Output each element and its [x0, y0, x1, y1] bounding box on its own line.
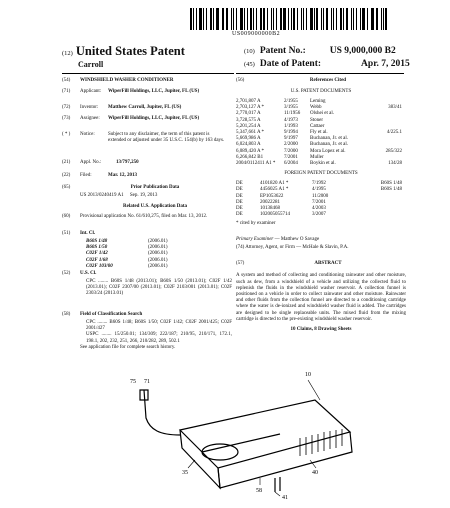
barcode-bar: [203, 8, 204, 30]
barcode-bar: [372, 8, 374, 30]
code-65: (65): [62, 185, 71, 190]
abstract-title: ABSTRACT: [314, 261, 342, 267]
barcode-bar: [316, 8, 318, 30]
barcode-bar: [383, 8, 384, 30]
field-65: [62, 185, 232, 193]
field-search-cpc: CPC ........ B60S 1/48; B60S 1/50; C02F 1/42; C02F 2001/425; C02F 2001/427: [86, 320, 232, 332]
barcode-bar: [216, 8, 219, 30]
appl-no-value: 13/797,250: [116, 160, 139, 165]
field-58: [62, 312, 232, 320]
fig-label-58: 58: [256, 488, 262, 494]
us-doc-cell: Boykin et al.: [310, 161, 336, 167]
int-cl-class: C02F 103/00: [86, 263, 113, 269]
barcode-bar: [193, 8, 194, 30]
us-doc-cell: 2/2000: [284, 142, 298, 148]
patent-date: Apr. 7, 2015: [361, 59, 410, 69]
applicant-label: Applicant:: [80, 89, 102, 94]
code-21: (21): [62, 160, 71, 165]
barcode-bar: [226, 8, 228, 30]
us-doc-cell: Fly et al.: [310, 130, 328, 136]
barcode-bar: [340, 8, 343, 30]
date-label: Date of Patent:: [259, 59, 322, 69]
us-doc-cell: Buchanan, Jr. et al.: [310, 136, 349, 142]
foreign-doc-cell: 7/2001: [312, 199, 326, 205]
int-cl-version: (2006.01): [148, 245, 168, 251]
barcode-bar: [371, 8, 372, 30]
us-doc-cell: 7/2000: [284, 148, 298, 154]
us-doc-cell: 9/1997: [284, 136, 298, 142]
fig-label-71: 71: [144, 379, 150, 385]
int-cl-version: (2006.01): [148, 239, 168, 244]
patent-no-label: Patent No.:: [259, 46, 306, 56]
us-doc-cell: 11/1956: [284, 111, 301, 117]
barcode-bar: [263, 8, 265, 30]
barcode-bar: [381, 8, 382, 30]
barcode-bar: [196, 8, 197, 30]
barcode-bar: [273, 8, 275, 30]
barcode-bar: [271, 8, 272, 30]
barcode-bar: [331, 8, 333, 30]
barcode-bar: [213, 8, 214, 30]
us-doc-cell: 3/1955: [284, 105, 298, 111]
barcode-bar: [351, 8, 352, 30]
document-title: United States Patent: [75, 44, 185, 58]
us-doc-cell: 7/2001: [284, 154, 298, 160]
field-22: [62, 173, 232, 182]
barcode: [190, 8, 390, 30]
us-doc-cell: 5,347,661 A *: [236, 130, 265, 136]
us-doc-cell: 5,201,254 A: [236, 123, 261, 129]
us-doc-cell: Mora Lopez et al.: [310, 148, 346, 154]
barcode-bar: [260, 8, 263, 30]
patent-number: US 9,000,000 B2: [329, 46, 396, 56]
us-doc-cell: 134/28: [388, 161, 402, 167]
barcode-bar: [199, 8, 202, 30]
foreign-docs-list: [236, 181, 406, 218]
barcode-bar: [303, 8, 305, 30]
us-doc-cell: 6/2004: [284, 161, 298, 167]
code-51: (51): [62, 231, 71, 236]
barcode-bar: [231, 8, 232, 30]
claims-summary: 10 Claims, 8 Drawing Sheets: [290, 327, 352, 333]
body-top: [180, 400, 350, 468]
foreign-doc-cell: 20022281: [260, 199, 280, 205]
us-doc-cell: 2,701,807 A: [236, 99, 261, 104]
right-column: [236, 78, 406, 333]
appl-no-label: Appl. No.:: [80, 160, 102, 165]
code-58: (58): [62, 312, 71, 318]
assignee-label: Assignee:: [80, 116, 100, 121]
us-doc-cell: 6,266,842 B1: [236, 154, 264, 160]
barcode-bar: [326, 8, 328, 30]
us-doc-cell: 5,669,986 A: [236, 136, 261, 142]
us-doc-cell: 1/1993: [284, 123, 298, 129]
date-line: [244, 59, 410, 69]
code-52: (52): [62, 271, 71, 277]
barcode-bar: [356, 8, 358, 30]
int-cl-label: Int. Cl.: [80, 231, 96, 236]
barcode-bar: [276, 8, 277, 30]
field-73: [62, 116, 232, 130]
tube: [144, 390, 180, 435]
foreign-doc-cell: EP1053622: [260, 193, 284, 199]
int-cl-version: (2006.01): [148, 257, 168, 263]
code-54: (54): [62, 78, 71, 83]
foreign-doc-cell: 4456025 A1 *: [260, 187, 289, 193]
foreign-doc-cell: 7/1992: [312, 181, 326, 187]
barcode-bar: [247, 8, 248, 30]
inventor-label: Inventor:: [80, 105, 99, 110]
code-72: (72): [62, 105, 71, 110]
barcode-bar: [236, 8, 238, 30]
us-doc-cell: 6,089,420 A *: [236, 148, 265, 154]
divider-right: [236, 73, 404, 74]
us-doc-cell: 3,728,575 A: [236, 117, 261, 123]
examiner-name: — Matthew O Savage: [274, 237, 320, 243]
field-56: [236, 78, 406, 87]
connector: [275, 477, 280, 492]
patent-drawing: [100, 360, 400, 500]
us-doc-cell: 2,703,127 A *: [236, 105, 265, 111]
foreign-doc-cell: DE: [236, 199, 243, 205]
filed-value: Mar. 12, 2013: [108, 173, 137, 178]
int-cl-row: [86, 264, 232, 270]
foreign-doc-cell: B60S 1/48: [380, 181, 402, 187]
code-22: (22): [62, 173, 71, 178]
fig-label-41: 41: [282, 495, 288, 500]
us-doc-cell: Muller: [310, 154, 324, 160]
examiner-label: Primary Examiner: [236, 237, 274, 243]
code-57: (57): [236, 261, 245, 267]
barcode-bar: [310, 8, 313, 30]
foreign-doc-cell: 4/1995: [312, 187, 326, 193]
us-docs-list: [236, 99, 406, 167]
prior-pub-row: US 2013/0240419 A1 Sep. 19, 2013: [80, 193, 158, 198]
barcode-bar: [250, 8, 252, 30]
field-54: [62, 78, 232, 87]
barcode-bar: [297, 8, 298, 30]
us-doc-cell: Buchanan, Jr. et al.: [310, 142, 349, 148]
barcode-bar: [336, 8, 337, 30]
barcode-bar: [223, 8, 224, 30]
field-57: [236, 261, 406, 270]
barcode-bar: [222, 8, 223, 30]
int-cl-class: C02F 1/42: [86, 251, 108, 257]
us-cl-label: U.S. Cl.: [80, 271, 97, 277]
field-search-label: Field of Classification Search: [80, 312, 143, 318]
window-shape: [202, 444, 238, 460]
us-doc-cell: 2/1955: [284, 99, 298, 104]
foreign-doc-cell: 11/2000: [312, 193, 329, 199]
us-cl-value: CPC ........ B60S 1/48 (2013.01); B60S 1/50 (2013.01); C02F 1/42 (2013.01); C02F 2307/00 (2013.01); C02F 2103/001 (2013.01); C02F 2303/24 (2013.01): [86, 279, 232, 297]
filed-label: Filed:: [80, 173, 92, 178]
foreign-doc-cell: 10138468: [260, 206, 280, 212]
barcode-bar: [343, 8, 344, 30]
barcode-bar: [353, 8, 354, 30]
inner-line: [202, 434, 280, 452]
invention-title: WINDSHIELD WASHER CONDITIONER: [80, 78, 174, 83]
int-cl-class: B60S 1/50: [86, 245, 108, 251]
body-front-face: [218, 432, 352, 488]
barcode-bar: [283, 8, 286, 30]
foreign-docs-title: FOREIGN PATENT DOCUMENTS: [284, 171, 358, 177]
barcode-bar: [321, 8, 322, 30]
int-cl-list: [86, 239, 232, 270]
fig-label-40: 40: [312, 470, 318, 476]
fig-label-35: 35: [182, 470, 188, 476]
barcode-bar: [267, 8, 268, 30]
int-cl-version: (2006.01): [148, 263, 168, 269]
prior-pub-title: Prior Publication Data: [130, 185, 180, 190]
provisional-value: Provisional application No. 61/610,275, filed on Mar. 13, 2012.: [80, 214, 208, 219]
inventor-short: Carroll: [78, 60, 104, 69]
barcode-bar: [367, 8, 368, 30]
barcode-bar: [206, 8, 208, 30]
applicant-value: WiperFill Holdings, LLC, Jupiter, FL (US): [108, 89, 200, 94]
int-cl-class: C02F 1/68: [86, 257, 108, 263]
assignee-value: WiperFill Holdings, LLC, Jupiter, FL (US): [108, 116, 200, 121]
barcode-bar: [346, 8, 348, 30]
field-notice: [62, 132, 232, 154]
barcode-bar: [288, 8, 289, 30]
notice-label: Notice:: [80, 132, 95, 137]
us-doc-cell: 383/41: [388, 105, 402, 111]
field-search-note: See application file for complete search history.: [80, 344, 176, 350]
barcode-bar: [210, 8, 212, 30]
barcode-text: US009000000B2: [232, 31, 281, 37]
foreign-doc-cell: 102005055714: [260, 212, 290, 218]
code-56: (56): [236, 78, 245, 83]
barcode-bar: [323, 8, 324, 30]
references-title: References Cited: [309, 78, 347, 83]
barcode-bar: [233, 8, 234, 30]
barcode-bar: [301, 8, 302, 30]
field-search-uspc: USPC ........ 15/250.01; 134/309; 222/187; 210/95, 210/171, 172.1, 198.1, 202, 232, 251, 266, 210/282, 289, 502.1: [86, 332, 232, 344]
foreign-doc-row: [236, 212, 406, 218]
code-60: (60): [62, 214, 71, 219]
us-doc-cell: Olshei et al.: [310, 111, 335, 117]
field-21: [62, 160, 232, 169]
abstract-text: A system and method of collecting and conditioning rainwater and other moisture, such as dew, from a windshield of a vehicle and utilizing the collected fluid to replenish the fluids in the windshield washer reservoir. A collection funnel is positioned on a vehicle in order to collect rainwater and other moisture. Rainwater and other fluids from the collection funnel are directed to a conditioning cartridge where the water is de-ionized and windshield washer fluid is added. The cartridges are designed to be single replaceable units. The mixed fluid from the mixing cartridge is directed to the pre-existing windshield washer reservoir.: [236, 273, 406, 322]
code-10: (10): [244, 48, 255, 55]
barcode-bar: [385, 8, 387, 30]
barcode-bar: [240, 8, 243, 30]
barcode-bar: [244, 8, 245, 30]
foreign-doc-cell: DE: [236, 181, 243, 187]
code-notice: ( * ): [62, 132, 71, 137]
barcode-bar: [376, 8, 378, 30]
barcode-bar: [306, 8, 307, 30]
foreign-doc-cell: 4101820 A1 *: [260, 181, 289, 187]
barcode-bar: [280, 8, 282, 30]
foreign-doc-cell: 3/2007: [312, 212, 326, 218]
us-doc-row: [236, 161, 406, 167]
int-cl-version: (2006.01): [148, 251, 168, 257]
examiner-line: [236, 237, 406, 245]
code-71: (71): [62, 89, 71, 94]
us-doc-cell: Leming: [310, 99, 326, 104]
inventor-value: Matthew Carroll, Jupiter, FL (US): [108, 105, 182, 110]
barcode-bar: [360, 8, 361, 30]
barcode-bar: [291, 8, 292, 30]
cited-by-examiner: * cited by examiner: [236, 221, 276, 227]
notice-value: Subject to any disclaimer, the term of this patent is extended or adjusted under 35 U.S.C. 154(b) by 163 days.: [108, 132, 225, 144]
foreign-doc-cell: 4/2003: [312, 206, 326, 212]
barcode-bar: [190, 8, 192, 30]
left-column: [62, 78, 232, 351]
barcode-bar: [362, 8, 365, 30]
field-60: [62, 214, 232, 227]
field-72: [62, 105, 232, 114]
us-doc-cell: 285/322: [385, 148, 402, 154]
us-doc-cell: Stoner: [310, 117, 324, 123]
patent-number-line: [244, 46, 396, 56]
code-45: (45): [244, 61, 255, 68]
foreign-doc-cell: DE: [236, 206, 243, 212]
barcode-bar: [314, 8, 315, 30]
code-73: (73): [62, 116, 71, 121]
patent-title-header: [62, 44, 185, 59]
foreign-doc-cell: DE: [236, 187, 243, 193]
barcode-bar: [253, 8, 254, 30]
field-71: [62, 89, 232, 103]
foreign-doc-cell: DE: [236, 193, 243, 199]
code-12: (12): [62, 50, 73, 57]
field-52: [62, 271, 232, 279]
us-doc-cell: Cattaer: [310, 123, 325, 129]
us-doc-cell: 6,024,803 A: [236, 142, 261, 148]
barcode-bar: [333, 8, 334, 30]
us-doc-cell: 2,770,017 A: [236, 111, 261, 117]
related-data-title: Related U.S. Application Data: [122, 204, 188, 209]
barcode-bar: [293, 8, 295, 30]
fig-label-75: 75: [130, 379, 136, 385]
us-doc-cell: 4/1973: [284, 117, 298, 123]
barcode-bar: [256, 8, 257, 30]
foreign-doc-cell: [342, 212, 402, 218]
us-docs-title: U.S. PATENT DOCUMENTS: [290, 89, 352, 94]
foreign-doc-cell: B60S 1/48: [380, 187, 402, 193]
us-doc-cell: 2004/0112411 A1 *: [236, 161, 276, 167]
us-doc-cell: 9/1994: [284, 130, 298, 136]
int-cl-class: B60S 1/48: [86, 239, 108, 244]
field-51: [62, 231, 232, 239]
foreign-doc-cell: DE: [236, 212, 243, 218]
us-doc-cell: 4/225.1: [386, 130, 402, 136]
fig-label-10: 10: [305, 372, 311, 378]
us-doc-cell: Webb: [310, 105, 322, 111]
attorney-line: (74) Attorney, Agent, or Firm — McHale & Slavin, P.A.: [236, 245, 349, 251]
divider-left: [62, 73, 234, 74]
